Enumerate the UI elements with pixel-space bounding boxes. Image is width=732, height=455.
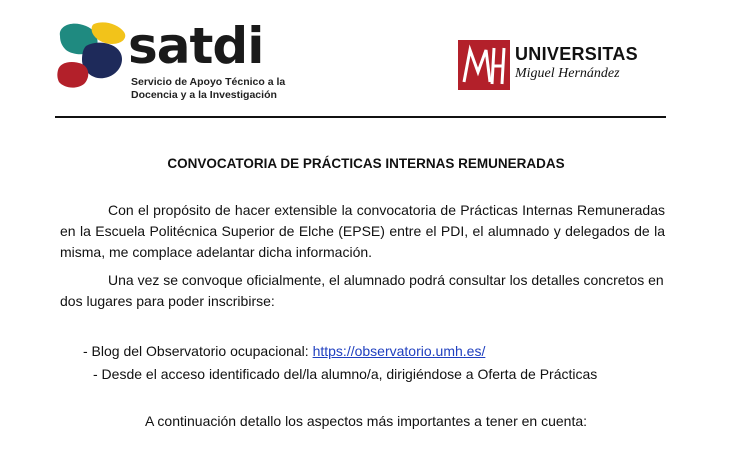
- satdi-logo-subtitle: [131, 76, 285, 102]
- umh-logo-name: UNIVERSITAS: [515, 44, 638, 64]
- paragraph-intro: Con el propósito de hacer extensible la convocatoria de Prácticas Internas Remuneradas en la Escuela Politécnica Superior de Elche (EPSE) entre el PDI, el alumnado y delegados de la misma, me complace adelantar dicha información.: [60, 202, 665, 260]
- document-title: CONVOCATORIA DE PRÁCTICAS INTERNAS REMUNERADAS: [167, 156, 565, 171]
- list-item-blog: [83, 341, 485, 362]
- paragraph-consult: Una vez se convoque oficialmente, el alumnado podrá consultar los detalles concretos en dos lugares para poder inscribirse:: [60, 272, 664, 309]
- umh-logo-mark: [458, 40, 510, 90]
- header-divider: [55, 116, 666, 118]
- list-item-blog-label: - Blog del Observatorio ocupacional:: [83, 343, 313, 359]
- umh-logo-subtitle: Miguel Hernández: [515, 66, 620, 81]
- list-item-access: - Desde el acceso identificado del/la alumno/a, dirigiéndose a Oferta de Prácticas: [93, 366, 598, 382]
- observatorio-link[interactable]: https://observatorio.umh.es/: [312, 343, 486, 359]
- satdi-subtitle-line2: Docencia y a la Investigación: [131, 89, 277, 101]
- satdi-logo-name: satdi: [128, 17, 264, 75]
- satdi-subtitle-line1: Servicio de Apoyo Técnico a la: [131, 76, 286, 88]
- closing-sentence: A continuación detallo los aspectos más importantes a tener en cuenta:: [144, 413, 588, 429]
